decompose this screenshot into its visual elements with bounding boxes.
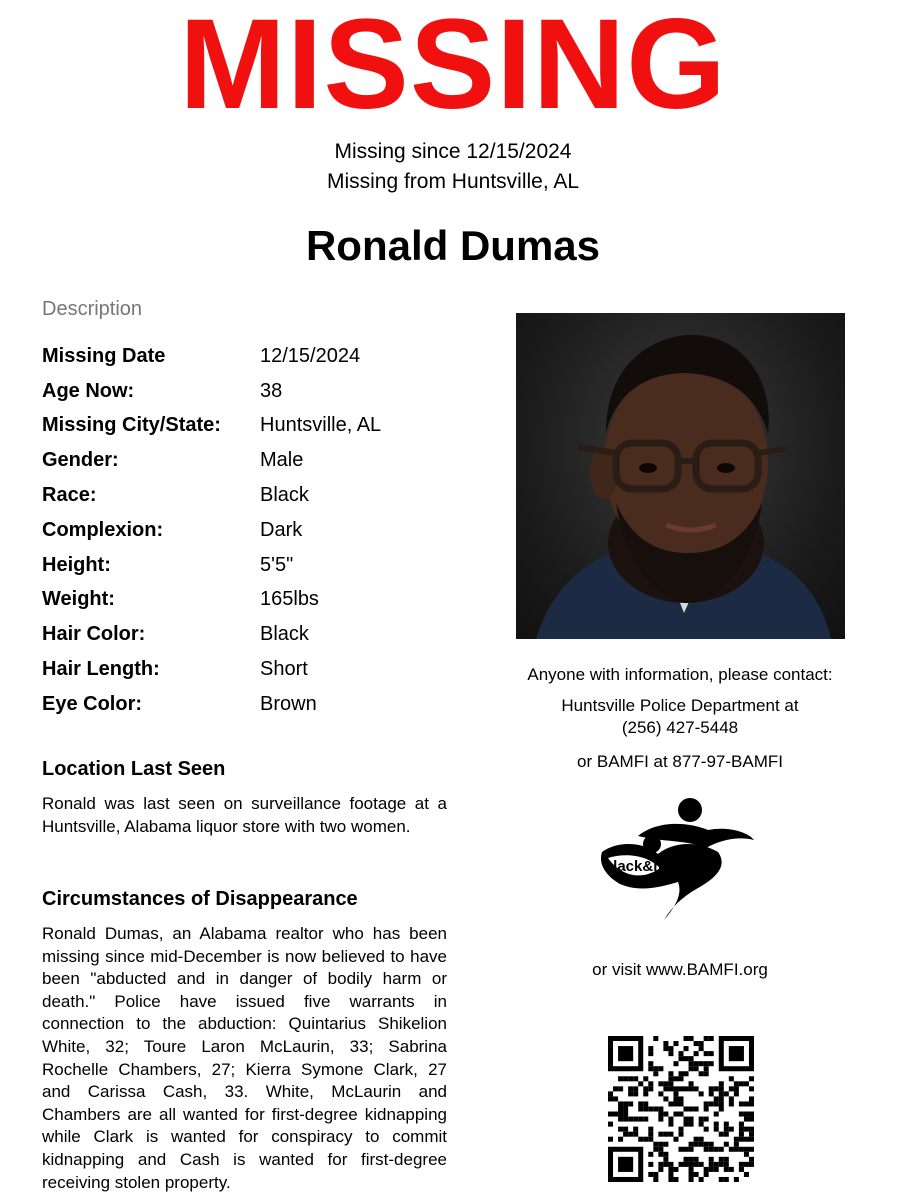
description-label: Description [42, 298, 143, 320]
logo-text: black&missing [604, 858, 710, 875]
field-row [42, 687, 472, 722]
missing-headline: MISSING [179, 0, 727, 136]
field-value: 12/15/2024 [260, 344, 361, 367]
field-value: Huntsville, AL [260, 414, 382, 437]
field-row [42, 548, 472, 583]
police-line: Huntsville Police Department at [561, 696, 799, 715]
field-value: 38 [260, 379, 283, 402]
field-label: Hair Length: [42, 658, 160, 681]
field-label: Gender: [42, 449, 119, 472]
field-value: 165lbs [260, 588, 319, 611]
field-value: Dark [260, 518, 303, 541]
missing-from: Missing from Huntsville, AL [326, 170, 580, 193]
black-and-missing-logo [598, 796, 758, 926]
field-value: 5'5" [260, 553, 294, 576]
field-label: Missing City/State: [42, 414, 221, 437]
police-phone: (256) 427-5448 [621, 718, 739, 737]
bamfi-phone: or BAMFI at 877-97-BAMFI [577, 752, 783, 771]
field-label: Race: [42, 484, 97, 507]
location-title: Location Last Seen [42, 758, 226, 780]
field-row [42, 374, 472, 409]
field-row [42, 652, 472, 687]
field-value: Brown [260, 692, 317, 715]
field-label: Missing Date [42, 344, 166, 367]
person-photo [516, 313, 845, 639]
field-value: Black [260, 484, 309, 507]
field-label: Hair Color: [42, 623, 146, 646]
field-row [42, 478, 472, 513]
field-label: Age Now: [42, 379, 135, 402]
contact-intro: Anyone with information, please contact: [527, 665, 833, 684]
field-row [42, 583, 472, 618]
field-value: Black [260, 623, 309, 646]
missing-since: Missing since 12/15/2024 [334, 140, 572, 163]
field-label: Eye Color: [42, 692, 143, 715]
field-row [42, 409, 472, 444]
field-row [42, 339, 472, 374]
field-label: Height: [42, 553, 111, 576]
person-name: Ronald Dumas [305, 222, 601, 269]
circumstances-text: Ronald Dumas, an Alabama realtor who has been missing since mid-December is now believed to have been "abducted and in danger of bodily harm or death." Police have issued five warrants in connection to the abduction: Quintarius Shikelion White, 32; Toure Laron McLaurin, 33; Sabrina Rochelle Chambers, 27; Kierra Symone Clark, 27 and Carissa Cash, 33. White, McLaurin and Chambers are all wanted for first-degree kidnapping while Clark is wanted for conspiracy to commit kidnapping and Cash is wanted for first-degree receiving stolen property. [42, 924, 447, 1192]
field-value: Short [260, 658, 308, 681]
circumstances-title: Circumstances of Disappearance [42, 888, 358, 910]
field-row [42, 617, 472, 652]
field-value: Male [260, 449, 304, 472]
field-label: Complexion: [42, 518, 164, 541]
field-row [42, 443, 472, 478]
description-fields [42, 339, 472, 722]
location-text: Ronald was last seen on surveillance footage at a Huntsville, Alabama liquor store with two women. [42, 794, 447, 836]
field-label: Weight: [42, 588, 115, 611]
bamfi-website: or visit www.BAMFI.org [592, 960, 768, 979]
field-row [42, 513, 472, 548]
qr-code [608, 1036, 754, 1182]
